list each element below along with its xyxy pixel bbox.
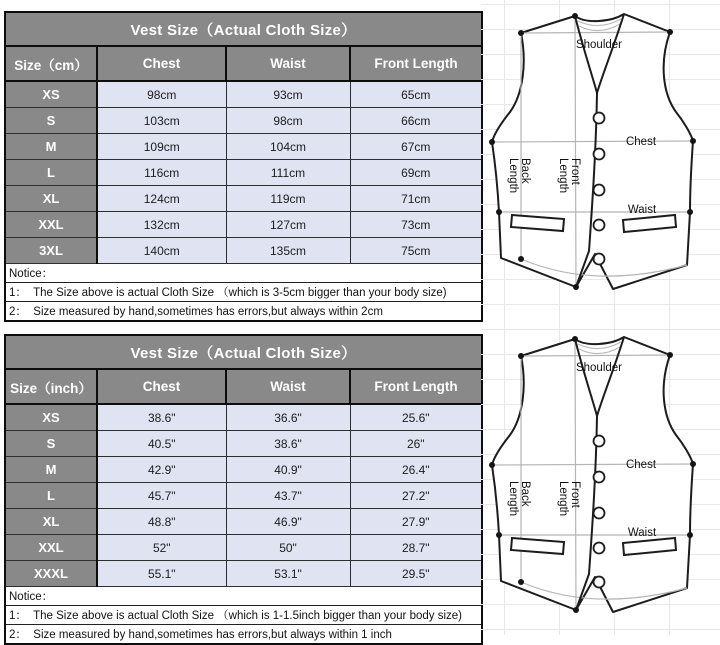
size-cell: XXL bbox=[5, 535, 97, 561]
table-row bbox=[5, 160, 482, 186]
table-row bbox=[5, 561, 482, 587]
chest-cell: 45.7" bbox=[97, 483, 226, 509]
table-row bbox=[5, 212, 482, 238]
chest-cell: 48.8" bbox=[97, 509, 226, 535]
size-cell: XXL bbox=[5, 212, 97, 238]
vest-body-outline bbox=[492, 14, 693, 289]
back-length-label-line2: Length bbox=[507, 481, 519, 517]
col-header-size: Size（inch） bbox=[5, 369, 97, 404]
measure-dot bbox=[687, 209, 693, 215]
notice-label-row bbox=[5, 587, 482, 606]
vest-illustration bbox=[482, 331, 718, 616]
button bbox=[594, 220, 605, 231]
waist-cell: 38.6" bbox=[226, 431, 350, 457]
notice-line-2: 2： Size measured by hand,sometimes has errors,but always within 2cm bbox=[5, 302, 482, 322]
waist-cell: 104cm bbox=[226, 134, 350, 160]
measure-dot bbox=[690, 461, 696, 467]
front-length-label-line2: Length bbox=[557, 158, 569, 194]
button bbox=[594, 436, 605, 447]
shoulder-label: Shoulder bbox=[575, 362, 623, 374]
col-header-chest: Chest bbox=[97, 46, 226, 81]
waist-cell: 46.9" bbox=[226, 509, 350, 535]
size-cell: XXXL bbox=[5, 561, 97, 587]
table-row bbox=[5, 509, 482, 535]
left-pocket bbox=[511, 215, 564, 231]
waist-cell: 53.1" bbox=[226, 561, 350, 587]
button bbox=[594, 254, 605, 265]
front-length-label-line1: Front bbox=[569, 158, 581, 185]
table-title: Vest Size（Actual Cloth Size） bbox=[5, 335, 482, 369]
notice-line-row bbox=[5, 283, 482, 302]
size-cell: XS bbox=[5, 404, 97, 431]
notice-line-row bbox=[5, 302, 482, 322]
size-cell: XL bbox=[5, 186, 97, 212]
waist-cell: 135cm bbox=[226, 238, 350, 264]
notice-label-row bbox=[5, 264, 482, 283]
waist-label: Waist bbox=[627, 527, 657, 539]
front-length-cell: 67cm bbox=[350, 134, 482, 160]
col-header-waist: Waist bbox=[226, 46, 350, 81]
col-header-size: Size（cm） bbox=[5, 46, 97, 81]
measure-dot bbox=[573, 284, 579, 290]
chest-cell: 116cm bbox=[97, 160, 226, 186]
size-cell: 3XL bbox=[5, 238, 97, 264]
front-length-cell: 26" bbox=[350, 431, 482, 457]
col-header-waist: Waist bbox=[226, 369, 350, 404]
front-length-label-line2: Length bbox=[557, 481, 569, 517]
front-length-cell: 28.7" bbox=[350, 535, 482, 561]
notice-line-1: 1： The Size above is actual Cloth Size （which is 1-1.5inch bigger than your body size) bbox=[5, 606, 482, 625]
chest-cell: 103cm bbox=[97, 108, 226, 134]
notice-line-row bbox=[5, 625, 482, 645]
button bbox=[594, 508, 605, 519]
measure-dot bbox=[572, 13, 578, 19]
chest-cell: 132cm bbox=[97, 212, 226, 238]
waist-cell: 127cm bbox=[226, 212, 350, 238]
size-cell: S bbox=[5, 108, 97, 134]
table-row bbox=[5, 81, 482, 108]
table-title: Vest Size（Actual Cloth Size） bbox=[5, 12, 482, 46]
chest-label: Chest bbox=[625, 136, 657, 148]
table-row bbox=[5, 238, 482, 264]
measure-dot bbox=[667, 29, 673, 35]
size-cell: S bbox=[5, 431, 97, 457]
measure-dot bbox=[667, 352, 673, 358]
table-row bbox=[5, 457, 482, 483]
vest-diagram-cm bbox=[482, 8, 718, 293]
size-cell: L bbox=[5, 483, 97, 509]
button bbox=[594, 185, 605, 196]
measure-dot bbox=[496, 209, 502, 215]
size-table-inch bbox=[4, 334, 483, 645]
waist-cell: 98cm bbox=[226, 108, 350, 134]
shoulder-label: Shoulder bbox=[575, 39, 623, 51]
waist-cell: 119cm bbox=[226, 186, 350, 212]
chest-cell: 124cm bbox=[97, 186, 226, 212]
left-pocket bbox=[511, 538, 564, 554]
front-length-cell: 75cm bbox=[350, 238, 482, 264]
notice-line-2: 2： Size measured by hand,sometimes has errors,but always within 1 inch bbox=[5, 625, 482, 645]
button bbox=[594, 472, 605, 483]
measure-dot bbox=[572, 336, 578, 342]
measure-dot bbox=[489, 139, 495, 145]
chest-cell: 42.9" bbox=[97, 457, 226, 483]
waist-cell: 111cm bbox=[226, 160, 350, 186]
measure-dot bbox=[518, 256, 524, 262]
size-cell: M bbox=[5, 457, 97, 483]
front-length-cell: 25.6" bbox=[350, 404, 482, 431]
vest-illustration bbox=[482, 8, 718, 293]
size-cell: XL bbox=[5, 509, 97, 535]
table-row bbox=[5, 535, 482, 561]
table-header-row bbox=[5, 46, 482, 81]
chest-cell: 38.6" bbox=[97, 404, 226, 431]
vest-body-outline bbox=[492, 337, 693, 612]
front-length-cell: 27.9" bbox=[350, 509, 482, 535]
size-table-cm bbox=[4, 11, 483, 322]
chest-cell: 109cm bbox=[97, 134, 226, 160]
front-length-cell: 69cm bbox=[350, 160, 482, 186]
grid-background bbox=[481, 0, 720, 635]
waist-cell: 50" bbox=[226, 535, 350, 561]
front-length-cell: 73cm bbox=[350, 212, 482, 238]
table-title-row bbox=[5, 12, 482, 46]
table-row bbox=[5, 186, 482, 212]
measure-dot bbox=[496, 532, 502, 538]
notice-line-row bbox=[5, 606, 482, 625]
measure-dot bbox=[573, 607, 579, 613]
waist-cell: 40.9" bbox=[226, 457, 350, 483]
chest-cell: 140cm bbox=[97, 238, 226, 264]
chest-label: Chest bbox=[625, 459, 657, 471]
table-row bbox=[5, 108, 482, 134]
front-length-cell: 26.4" bbox=[350, 457, 482, 483]
cm-size-section bbox=[4, 11, 483, 322]
chest-cell: 55.1" bbox=[97, 561, 226, 587]
notice-label: Notice： bbox=[5, 587, 482, 606]
table-row bbox=[5, 134, 482, 160]
measure-dot bbox=[690, 138, 696, 144]
size-cell: M bbox=[5, 134, 97, 160]
size-cell: L bbox=[5, 160, 97, 186]
chest-cell: 52" bbox=[97, 535, 226, 561]
notice-label: Notice： bbox=[5, 264, 482, 283]
front-length-cell: 66cm bbox=[350, 108, 482, 134]
notice-line-1: 1： The Size above is actual Cloth Size （which is 3-5cm bigger than your body size) bbox=[5, 283, 482, 302]
table-row bbox=[5, 431, 482, 457]
back-length-label-line1: Back bbox=[519, 158, 531, 184]
measure-dot bbox=[489, 462, 495, 468]
chest-cell: 40.5" bbox=[97, 431, 226, 457]
table-title-row bbox=[5, 335, 482, 369]
measure-dot bbox=[687, 532, 693, 538]
waist-cell: 36.6" bbox=[226, 404, 350, 431]
button bbox=[594, 149, 605, 160]
col-header-chest: Chest bbox=[97, 369, 226, 404]
measure-dot bbox=[518, 579, 524, 585]
button bbox=[594, 113, 605, 124]
vest-diagram-inch bbox=[482, 331, 718, 616]
front-length-label bbox=[557, 481, 581, 516]
front-length-label-line1: Front bbox=[569, 481, 581, 508]
button bbox=[594, 577, 605, 588]
col-header-front-length: Front Length bbox=[350, 46, 482, 81]
waist-cell: 43.7" bbox=[226, 483, 350, 509]
front-length-cell: 29.5" bbox=[350, 561, 482, 587]
front-length-label bbox=[557, 158, 581, 193]
chest-cell: 98cm bbox=[97, 81, 226, 108]
front-length-cell: 71cm bbox=[350, 186, 482, 212]
front-length-cell: 27.2" bbox=[350, 483, 482, 509]
front-length-cell: 65cm bbox=[350, 81, 482, 108]
waist-label: Waist bbox=[627, 204, 657, 216]
inch-size-section bbox=[4, 334, 483, 645]
col-header-front-length: Front Length bbox=[350, 369, 482, 404]
measure-dot bbox=[518, 30, 524, 36]
table-row bbox=[5, 404, 482, 431]
waist-cell: 93cm bbox=[226, 81, 350, 108]
button bbox=[594, 543, 605, 554]
measure-dot bbox=[518, 353, 524, 359]
size-cell: XS bbox=[5, 81, 97, 108]
table-header-row bbox=[5, 369, 482, 404]
back-length-label-line1: Back bbox=[519, 481, 531, 507]
back-length-label-line2: Length bbox=[507, 158, 519, 194]
table-row bbox=[5, 483, 482, 509]
